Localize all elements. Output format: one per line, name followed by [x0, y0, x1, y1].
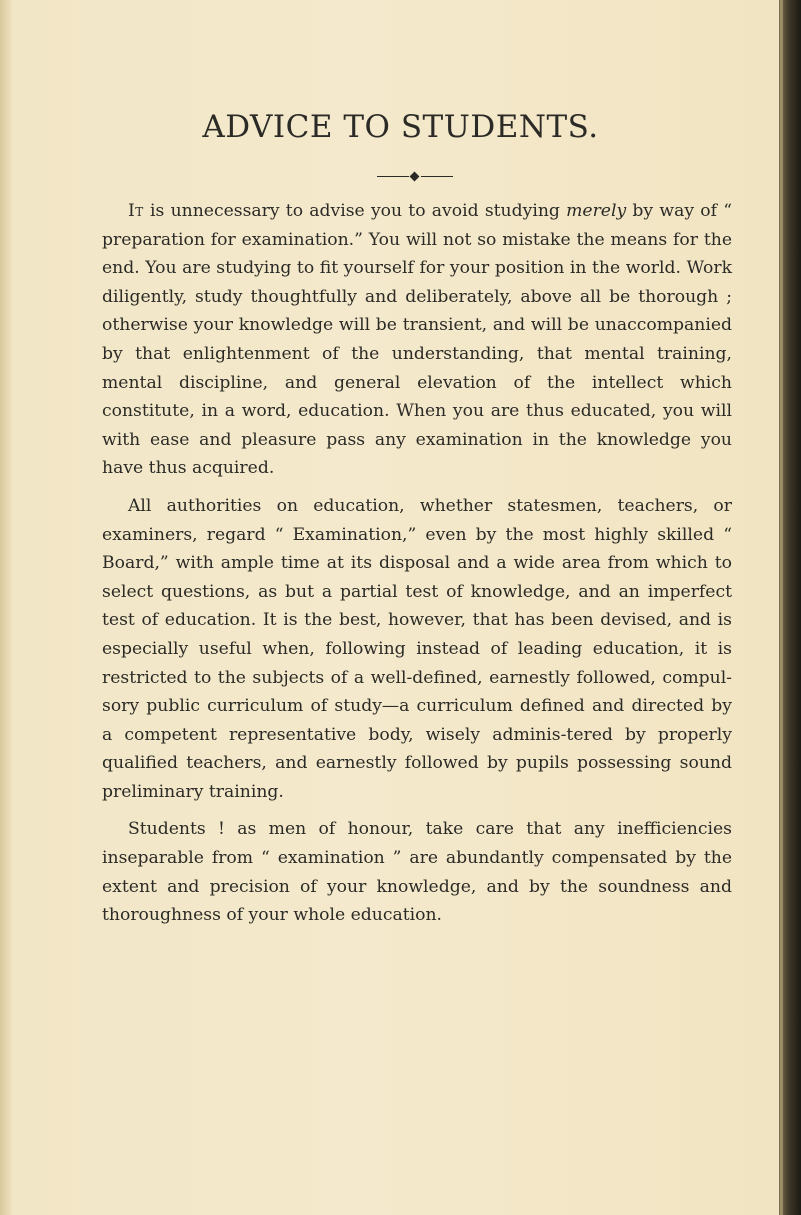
- page-left-edge: [0, 0, 12, 1215]
- paragraph-2: All authorities on education, whether statesmen, teachers, or examiners, regard “ Examination,” even by the most highly skilled “ Board,” with ample time at its disposal and a wide area from which to select questions, as but a partial test of knowledge, and an imperfect test of education. It is the best, however, that has been devised, and is especially useful when, following instead of leading education, it is restricted to the subjects of a well-defined, earnestly followed, compul-sory public curriculum of study—a curriculum defined and directed by a competent representative body, wisely adminis-tered by properly qualified teachers, and earnestly followed by pupils possessing sound preliminary training.: [102, 495, 732, 802]
- ornament-left-line: [377, 176, 409, 177]
- paragraph-1-text-before: is unnecessary to advise you to avoid studying: [143, 201, 567, 221]
- paragraph-3: Students ! as men of honour, take care that any inefficiencies inseparable from “ examination ” are abundantly compensated by the extent and precision of your knowledge, and by the soundness and thoroughness of your whole education.: [102, 819, 732, 926]
- paragraph-1-text-after: by way of “ preparation for examination.” You will not so mistake the means for the end. You are studying to fit yourself for your position in the world. Work diligently, study thoughtfully and deliberately, above all be thorough ; otherwise your knowledge will be transient, and will be unaccompanied by that enlightenment of the understanding, that mental training, mental discipline, and general elevation of the intellect which constitute, in a word, education. When you are thus educated, you will with ease and pleasure pass any examination in the knowledge you have thus acquired.: [102, 201, 732, 479]
- ornament-diamond: [410, 172, 420, 182]
- paragraph-1-lead: It: [128, 201, 144, 221]
- body-text: [102, 197, 732, 930]
- page-title: ADVICE TO STUDENTS.: [202, 109, 599, 145]
- paragraph-1-emphasis: merely: [566, 201, 627, 221]
- book-binding-edge: [779, 0, 801, 1215]
- diamond-rule-icon: [377, 171, 453, 183]
- ornament-right-line: [421, 176, 453, 177]
- paragraph-1: [102, 197, 732, 483]
